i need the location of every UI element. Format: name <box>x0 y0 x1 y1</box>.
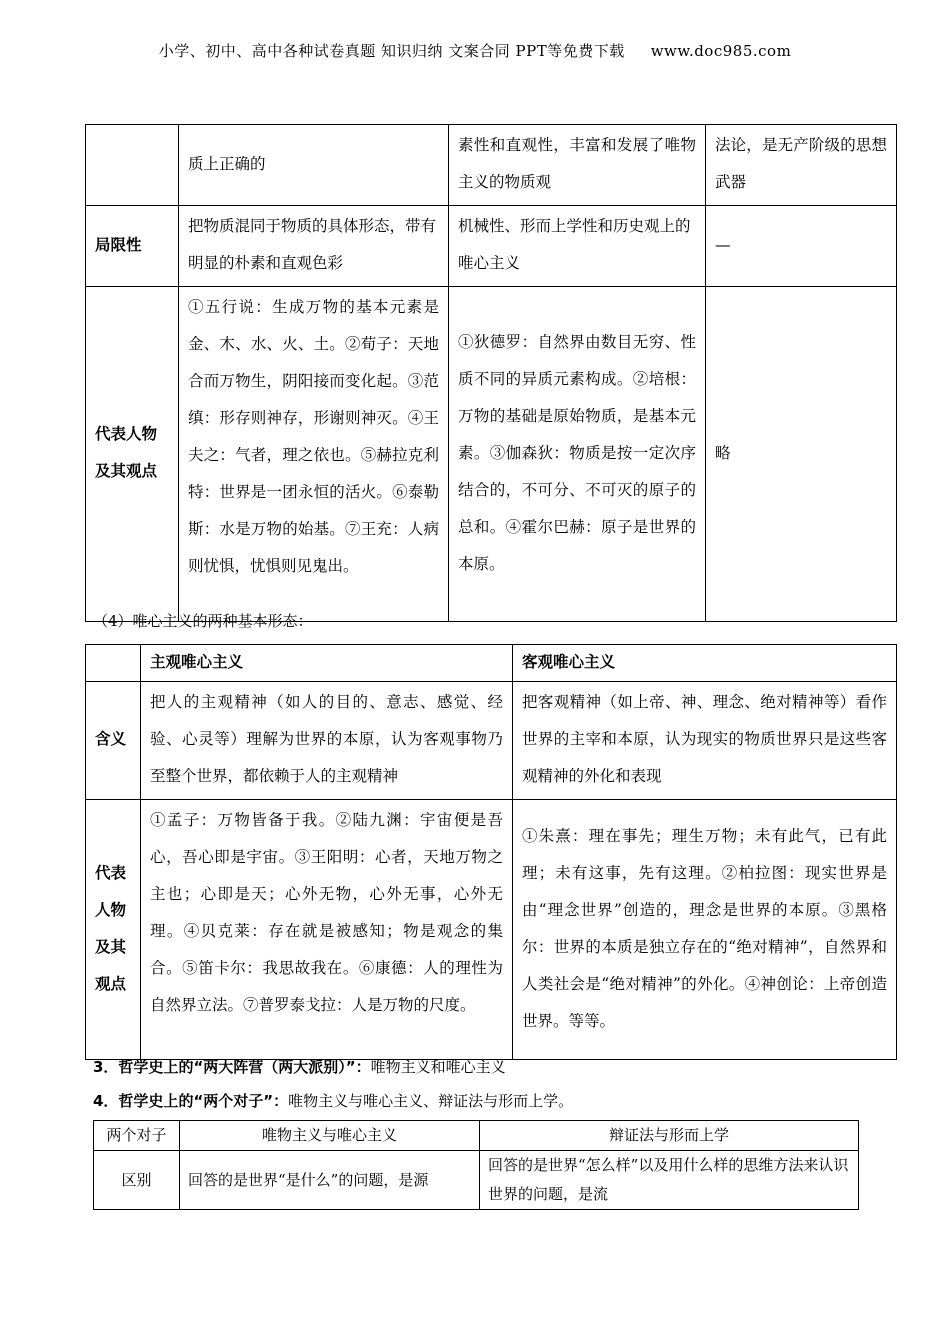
table-cell: 略 <box>706 287 897 622</box>
column-header: 客观唯心主义 <box>513 645 897 682</box>
table-cell: 素性和直观性，丰富和发展了唯物主义的物质观 <box>449 125 706 206</box>
section-3 <box>93 1056 506 1077</box>
table-row <box>86 800 897 1060</box>
row-label: 代表人物及其观点 <box>86 800 141 1060</box>
corner-cell <box>86 645 141 682</box>
table-cell: ①狄德罗：自然界由数目无穷、性质不同的异质元素构成。②培根：万物的基础是原始物质，是基本元素。③伽森狄：物质是按一定次序结合的，不可分、不可灭的原子的总和。④霍尔巴赫：原子是世界的本原。 <box>449 287 706 622</box>
table-cell: ①朱熹：理在事先；理生万物；未有此气，已有此理；未有这事，先有这理。②柏拉图：现实世界是由“理念世界”创造的，理念是世界的本原。③黑格尔：世界的本质是独立存在的“绝对精神”，自然界和人类社会是“绝对精神”的外化。④神创论：上帝创造世界。等等。 <box>513 800 897 1060</box>
materialism-comparison-table <box>85 124 897 622</box>
row-label: 含义 <box>86 682 141 800</box>
row-label: 区别 <box>94 1151 180 1210</box>
row-label: 局限性 <box>86 206 179 287</box>
column-header: 主观唯心主义 <box>141 645 513 682</box>
table-cell: 回答的是世界“是什么”的问题，是源 <box>180 1151 480 1210</box>
idealism-forms-note: （4）唯心主义的两种基本形态： <box>93 612 313 630</box>
table-cell: — <box>706 206 897 287</box>
table-cell: 法论，是无产阶级的思想武器 <box>706 125 897 206</box>
table-row <box>86 125 897 206</box>
table-cell: ①五行说：生成万物的基本元素是金、木、水、火、土。②荀子：天地合而万物生，阴阳接而变化起。③范缜：形存则神存，形谢则神灭。④王夫之：气者，理之依也。⑤赫拉克利特：世界是一团永恒的活火。⑥泰勒斯：水是万物的始基。⑦王充：人病则忧惧，忧惧则见鬼出。 <box>179 287 449 622</box>
table-row <box>86 682 897 800</box>
column-header: 两个对子 <box>94 1121 180 1151</box>
table-header-row <box>94 1121 859 1151</box>
table-cell: 把人的主观精神（如人的目的、意志、感觉、经验、心灵等）理解为世界的本原，认为客观事物乃至整个世界，都依赖于人的主观精神 <box>141 682 513 800</box>
table-row <box>94 1151 859 1210</box>
section-4-title: 4．哲学史上的“两个对子”： <box>93 1092 289 1110</box>
table-row <box>86 206 897 287</box>
row-label: 代表人物及其观点 <box>86 287 179 622</box>
table-cell: ①孟子：万物皆备于我。②陆九渊：宇宙便是吾心，吾心即是宇宙。③王阳明：心者，天地万物之主也；心即是天；心外无物，心外无事，心外无理。④贝克莱：存在就是被感知；物是观念的集合。⑤笛卡尔：我思故我在。⑥康德：人的理性为自然界立法。⑦普罗泰戈拉：人是万物的尺度。 <box>141 800 513 1060</box>
page-header <box>0 40 950 61</box>
idealism-table <box>85 644 897 1060</box>
column-header: 辩证法与形而上学 <box>480 1121 859 1151</box>
two-pairs-table <box>93 1120 859 1210</box>
header-text: 小学、初中、高中各种试卷真题 知识归纳 文案合同 PPT等免费下载 <box>158 42 625 60</box>
table-cell: 回答的是世界“怎么样”以及用什么样的思维方法来认识世界的问题，是流 <box>480 1151 859 1210</box>
section-3-text: 唯物主义和唯心主义 <box>370 1058 506 1076</box>
row-label <box>86 125 179 206</box>
column-header: 唯物主义与唯心主义 <box>180 1121 480 1151</box>
header-url[interactable]: www.doc985.com <box>650 42 792 60</box>
table-row <box>86 287 897 622</box>
section-3-title: 3．哲学史上的“两大阵营（两大派别）”： <box>93 1058 371 1076</box>
section-4-text: 唯物主义与唯心主义、辩证法与形而上学。 <box>288 1092 574 1110</box>
table-cell: 机械性、形而上学性和历史观上的唯心主义 <box>449 206 706 287</box>
section-4 <box>93 1090 573 1111</box>
table-cell: 把客观精神（如上帝、神、理念、绝对精神等）看作世界的主宰和本原，认为现实的物质世界只是这些客观精神的外化和表现 <box>513 682 897 800</box>
table-cell: 质上正确的 <box>179 125 449 206</box>
table-cell: 把物质混同于物质的具体形态，带有明显的朴素和直观色彩 <box>179 206 449 287</box>
table-header-row <box>86 645 897 682</box>
